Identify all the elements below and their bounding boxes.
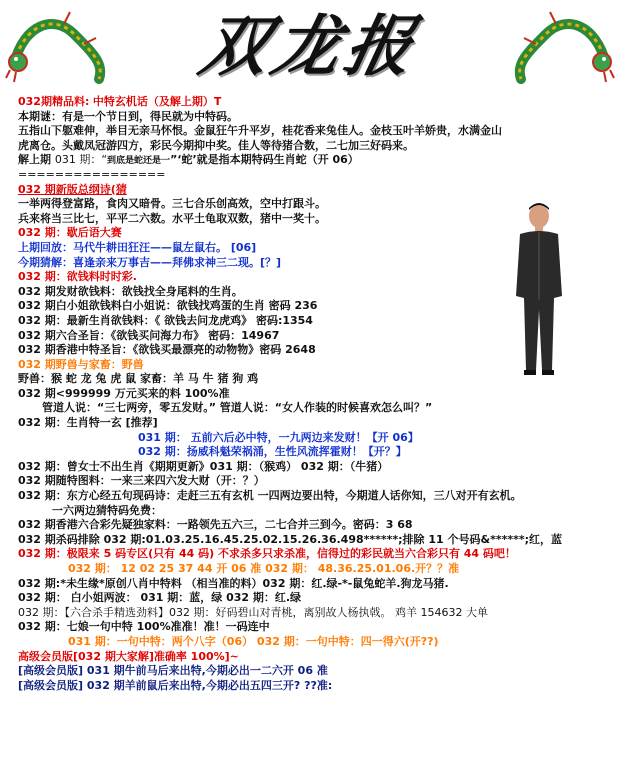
text-segment: 032 期：东方心经五句现码诗：走赶三五有玄机 一四两边要出特，今期道人话你知，三八对开有玄机。 xyxy=(18,489,522,503)
text-segment: 五指山下躯难伸，举目无亲马怀恨。金鼠狂午升平岁，桂花香来兔佳人。金枝玉叶羊娇贵，水满金山 xyxy=(18,124,502,138)
text-line xyxy=(18,168,578,183)
dragon-right-icon xyxy=(506,4,616,88)
text-segment: 解上期 xyxy=(18,153,55,167)
text-line xyxy=(18,124,578,139)
text-segment: 032 期六合圣旨：《欲钱买问海力布》 密码：14967 xyxy=(18,328,280,342)
text-segment: [高级会员版] 031 期牛前马后来出特,今期必出一二六开 06 准 xyxy=(18,664,328,678)
text-line xyxy=(18,285,578,300)
text-line xyxy=(18,679,578,694)
text-line xyxy=(18,460,578,475)
text-segment: 032 期：曾女士不出生肖《期期更新》031 期：（猴鸡） 032 期：（牛猪） xyxy=(18,459,389,473)
text-line xyxy=(18,110,578,125)
text-line xyxy=(18,153,578,168)
text-line xyxy=(18,620,578,635)
text-segment: 032 期： 12 02 25 37 44 开 06 准 032 期： 48.36.25.01.06.开？？准 xyxy=(68,562,460,575)
text-segment: 032 期发财欲钱料：欲钱找全身尾料的生肖。 xyxy=(18,284,243,298)
text-segment: 今期猜解：喜逢亲来万事吉——拜佛求神三二现。[？] xyxy=(18,255,282,269)
dragon-left-icon xyxy=(4,4,114,88)
text-line xyxy=(18,445,578,460)
text-segment: 032期精品料: xyxy=(18,95,90,108)
content-body xyxy=(18,95,578,693)
text-line xyxy=(18,183,578,198)
text-segment: 032 期：【六合杀手精选劲料】032 期：好码碧山对青桃，离别故人杨执戟。 鸡羊 154632 大单 xyxy=(18,605,488,619)
text-line xyxy=(18,664,578,679)
text-line xyxy=(18,212,578,227)
text-segment: 031 期：“ xyxy=(54,153,108,167)
text-line xyxy=(18,270,578,285)
text-line xyxy=(18,241,578,256)
text-line xyxy=(18,358,578,373)
text-segment: 虎离仓。头戴凤冠游四方，彩民今期抑中奖。佳人等待猪合数，二七加三好码来。 xyxy=(18,138,414,152)
text-segment: 管道人说：“三七两旁，零五发财。” 管道人说：“女人作装的时候喜欢怎么叫？” xyxy=(42,401,433,415)
text-line xyxy=(18,518,578,533)
text-segment: 到底是蛇还是一 xyxy=(107,156,171,167)
text-line xyxy=(18,591,578,606)
text-line xyxy=(18,474,578,489)
text-segment: 032 期新版总纲诗(猜 xyxy=(18,182,127,196)
text-segment: 032 期白小姐欲钱料白小姐说：欲钱找鸡蛋的生肖 密码 236 xyxy=(18,299,318,313)
text-line xyxy=(18,635,578,650)
text-line xyxy=(18,562,578,577)
text-line xyxy=(18,299,578,314)
text-line xyxy=(18,329,578,344)
text-segment: 032 期<999999 万元买来的料 100%准 xyxy=(18,386,230,400)
text-segment: 032 期：扬威科魁荣祸涌，生性风流挥霍财！【开？】 xyxy=(138,445,407,459)
header xyxy=(0,0,620,92)
text-segment: 032 期随特图料：一来三来四六发大财（开：？） xyxy=(18,474,265,488)
text-line xyxy=(18,489,578,504)
text-line xyxy=(18,139,578,154)
text-segment: 野兽：猴 蛇 龙 兔 虎 鼠 家畜：羊 马 牛 猪 狗 鸡 xyxy=(18,372,259,386)
text-line xyxy=(18,606,578,621)
text-line xyxy=(18,547,578,562)
text-segment: 032 期香港中特圣旨：《欲钱买最漂亮的动物物》密码 2648 xyxy=(18,343,316,357)
text-line xyxy=(18,372,578,387)
page-title: 双龙报 xyxy=(193,7,427,85)
text-segment: 031 期：一句中特：两个八字（06） 032 期：一句中特：四一得六(开??) xyxy=(68,634,439,648)
text-line xyxy=(18,650,578,665)
text-segment: 032 期杀码排除 032 期:01.03.25.16.45.25.02.15.26.36.498******;排除 11 个号码&******;红，蓝 xyxy=(18,532,563,546)
text-segment: 032 期：最新生肖欲钱料：《 欲钱去问龙虎鸡》 密码:1354 xyxy=(18,313,313,327)
text-segment: 一举两得登富路，食肉又暗骨。三七合乐创高效，空中打跟斗。 xyxy=(18,197,326,211)
text-segment: 031 期： 五前六后必中特，一九两边来发财！【开 06】 xyxy=(138,430,419,444)
text-segment: 一六两边猜特码免费： xyxy=(52,503,162,517)
text-line xyxy=(18,197,578,212)
text-segment: 032 期： 白小姐两波： 031 期：蓝，绿 032 期：红.绿 xyxy=(18,591,302,605)
text-segment: 032 期：歇后语大赛 xyxy=(18,226,122,240)
text-segment: 032 期:*未生缘*原创八肖中特料 （相当准的料）032 期：红.绿-*-鼠兔蛇羊.狗龙马猪. xyxy=(18,576,449,590)
text-line xyxy=(18,401,578,416)
text-line xyxy=(18,387,578,402)
text-segment: 032 期：极限来 5 码专区(只有 44 码) 不求杀多只求杀准，信得过的彩民就当六合彩只有 44 码吧！ xyxy=(18,547,516,561)
text-line xyxy=(18,533,578,548)
text-segment: [高级会员版] 032 期羊前鼠后来出特,今期必出五四三开? ??准: xyxy=(18,678,333,692)
text-segment: 032 期：七娘一句中特 100%准准！准！一码连中 xyxy=(18,620,270,634)
text-line xyxy=(18,95,578,110)
text-segment: 上期回放：马代牛耕田狂汪——鼠左鼠右。 [06] xyxy=(18,240,257,254)
text-line xyxy=(18,256,578,271)
text-line xyxy=(18,504,578,519)
text-line xyxy=(18,343,578,358)
text-line xyxy=(18,431,578,446)
text-segment: 兵来将当三比七，平平二六数。水平土龟取双数，猪中一奖十。 xyxy=(18,211,326,225)
text-segment: 高级会员版[032 期大家解]准确率 100%]~ xyxy=(18,649,239,663)
text-segment: 本期谜：有是一个节日到，得民就为中特码。 xyxy=(18,109,238,123)
text-segment: 032 期：欲钱料时时彩. xyxy=(18,270,137,284)
text-segment: ”‘蛇’就是指本期特码生肖蛇（开 06） xyxy=(170,153,359,167)
text-segment: 中特玄机话（及解上期）T xyxy=(92,95,222,108)
text-line xyxy=(18,416,578,431)
text-line xyxy=(18,226,578,241)
text-segment: ================ xyxy=(18,167,166,181)
text-segment: 032 期：生肖特一玄 [推荐] xyxy=(18,416,158,430)
text-line xyxy=(18,577,578,592)
text-segment: 032 期野兽与家畜：野兽 xyxy=(18,357,144,371)
text-line xyxy=(18,314,578,329)
text-segment: 032 期香港六合彩先疑独家料：一路领先五六三，二七合并三到今。密码：3 68 xyxy=(18,518,413,532)
man-standing-icon xyxy=(508,200,570,376)
